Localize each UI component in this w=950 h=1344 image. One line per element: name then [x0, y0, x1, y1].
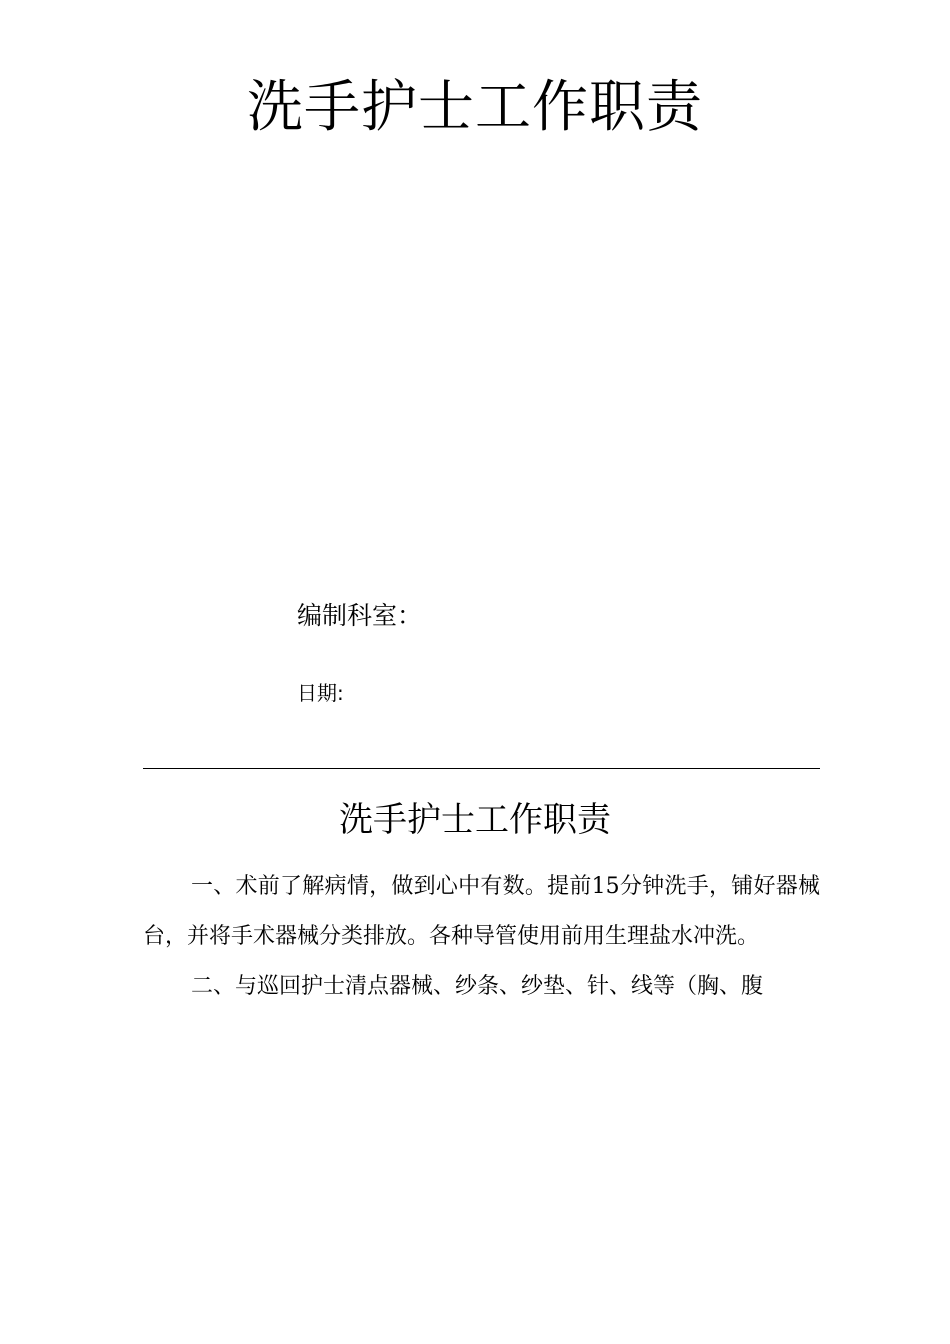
- document-title: 洗手护士工作职责: [339, 800, 611, 840]
- section-divider: [143, 768, 820, 769]
- date-label: 日期:: [297, 681, 344, 705]
- paragraph-1: 一、术前了解病情，做到心中有数。提前15分钟洗手，铺好器械台，并将手术器械分类排放。各种导管使用前用生理盐水冲洗。: [143, 874, 820, 949]
- department-label: 编制科室：: [297, 601, 423, 630]
- cover-title: 洗手护士工作职责: [247, 75, 703, 140]
- paragraph-2: 二、与巡回护士清点器械、纱条、纱垫、针、线等（胸、腹: [191, 974, 764, 999]
- document-body: [143, 862, 820, 1012]
